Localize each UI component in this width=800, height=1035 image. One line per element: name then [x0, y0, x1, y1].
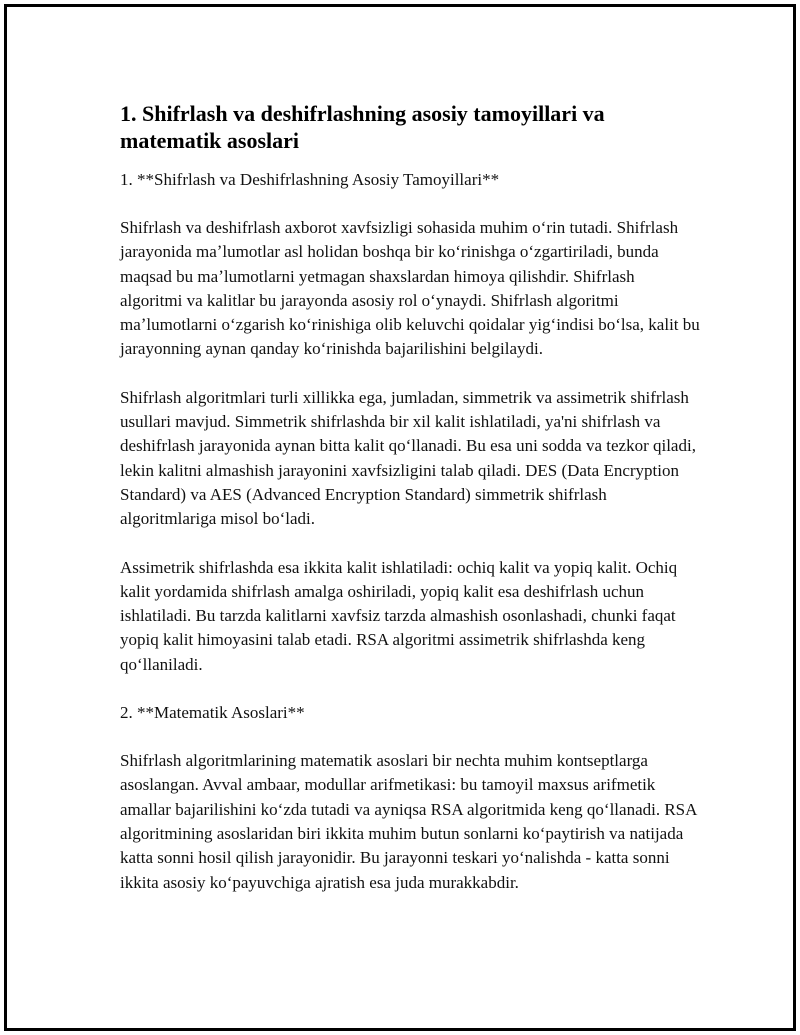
- paragraph-symmetric-encryption: Shifrlash algoritmlari turli xillikka ega, jumladan, simmetrik va assimetrik shifrlash usullari mavjud. Simmetrik shifrlashda bir xil kalit ishlatiladi, ya'ni shifrlash va deshifrlash jarayonida aynan bitta kalit qoʻllanadi. Bu esa uni sodda va tezkor qiladi, lekin kalitni almashish jarayonini xavfsizligini talab qiladi. DES (Data Encryption Standard) va AES (Advanced Encryption Standard) simmetrik shifrlash algoritmlariga misol boʻladi.: [120, 387, 696, 529]
- document-body: [120, 100, 700, 919]
- section-title-principles: 1. **Shifrlash va Deshifrlashning Asosiy Tamoyillari**: [120, 170, 500, 189]
- section-title-math: 2. **Matematik Asoslari**: [120, 703, 305, 723]
- page-frame: [4, 4, 796, 1031]
- document-heading: 1. Shifrlash va deshifrlashning asosiy tamoyillari va matematik asoslari: [120, 101, 605, 153]
- paragraph-principles-intro: Shifrlash va deshifrlash axborot xavfsizligi sohasida muhim oʻrin tutadi. Shifrlash jarayonida maʼlumotlar asl holidan boshqa bir koʻrinishga oʻzgartiriladi, bunda maqsad bu maʼlumotlarni yetmagan shaxslardan himoya qilishdir. Shifrlash algoritmi va kalitlar bu jarayonda asosiy rol oʻynaydi. Shifrlash algoritmi maʼlumotlarni oʻzgarish koʻrinishiga olib keluvchi qoidalar yigʻindisi boʻlsa, kalit bu jarayonning aynan qanday koʻrinishda bajarilishini belgilaydi.: [120, 218, 700, 359]
- paragraph-asymmetric-encryption: Assimetrik shifrlashda esa ikkita kalit ishlatiladi: ochiq kalit va yopiq kalit. Ochiq kalit yordamida shifrlash amalga oshiriladi, yopiq kalit esa deshifrlash uchun ishlatiladi. Bu tarzda kalitlarni xavfsiz tarzda almashish osonlashadi, chunki faqat yopiq kalit himoyasini talab etadi. RSA algoritmi assimetrik shifrlashda keng qoʻllaniladi.: [120, 557, 678, 674]
- paragraph-math-foundations: Shifrlash algoritmlarining matematik asoslari bir nechta muhim kontseptlarga asoslangan. Avval ambaar, modullar arifmetikasi: bu tamoyil maxsus arifmetik amallar bajarilishini koʻzda tutadi va ayniqsa RSA algoritmida keng qoʻllanadi. RSA algoritmining asoslaridan biri ikkita muhim butun sonlarni koʻpaytirish va natijada katta sonni hosil qilish jarayonidir. Bu jarayonni teskari yoʻnalishda - katta sonni ikkita asosiy koʻpayuvchiga ajratish esa juda murakkabdir.: [120, 751, 697, 892]
